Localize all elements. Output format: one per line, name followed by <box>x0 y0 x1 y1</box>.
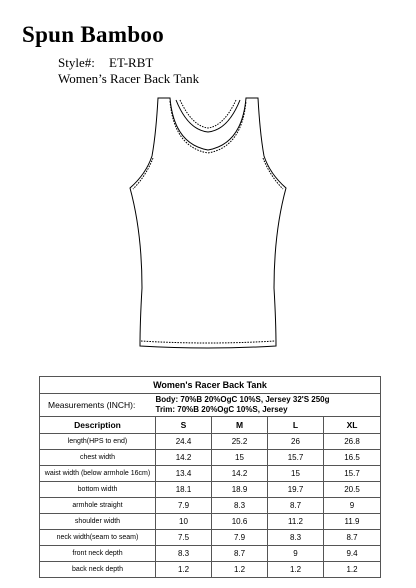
size-value: 8.7 <box>268 498 324 514</box>
table-caption: Women's Racer Back Tank <box>40 377 381 394</box>
size-value: 7.5 <box>156 530 212 546</box>
size-value: 15.7 <box>268 450 324 466</box>
size-value: 1.2 <box>156 562 212 578</box>
style-number <box>58 55 153 71</box>
size-value: 9 <box>324 498 381 514</box>
brand-title: Spun Bamboo <box>22 22 165 47</box>
size-value: 24.4 <box>156 434 212 450</box>
column-header: Description <box>40 417 156 434</box>
size-value: 26 <box>268 434 324 450</box>
size-value: 19.7 <box>268 482 324 498</box>
table-row <box>40 482 381 498</box>
table-row <box>40 562 381 578</box>
size-value: 1.2 <box>212 562 268 578</box>
column-header: M <box>212 417 268 434</box>
row-description: chest width <box>40 450 156 466</box>
size-value: 1.2 <box>324 562 381 578</box>
table-row <box>40 514 381 530</box>
column-header: XL <box>324 417 381 434</box>
size-value: 15 <box>268 466 324 482</box>
measurement-table <box>39 376 381 578</box>
size-value: 14.2 <box>212 466 268 482</box>
size-value: 13.4 <box>156 466 212 482</box>
size-value: 10 <box>156 514 212 530</box>
size-value: 18.9 <box>212 482 268 498</box>
column-header: L <box>268 417 324 434</box>
size-value: 10.6 <box>212 514 268 530</box>
table-row <box>40 530 381 546</box>
row-description: bottom width <box>40 482 156 498</box>
size-value: 15.7 <box>324 466 381 482</box>
row-description: front neck depth <box>40 546 156 562</box>
header-row <box>40 417 381 434</box>
table-row <box>40 450 381 466</box>
size-value: 1.2 <box>268 562 324 578</box>
size-value: 8.3 <box>212 498 268 514</box>
style-code: ET-RBT <box>109 55 154 70</box>
row-description: length(HPS to end) <box>40 434 156 450</box>
size-value: 20.5 <box>324 482 381 498</box>
table-row <box>40 546 381 562</box>
table-row <box>40 466 381 482</box>
size-value: 14.2 <box>156 450 212 466</box>
spec-table-container <box>39 376 380 574</box>
column-header: S <box>156 417 212 434</box>
size-value: 11.2 <box>268 514 324 530</box>
row-description: back neck depth <box>40 562 156 578</box>
body-fabric: Body: 70%B 20%OgC 10%S, Jersey 32'S 250g <box>155 395 330 404</box>
table-row <box>40 434 381 450</box>
size-value: 16.5 <box>324 450 381 466</box>
fabric-composition <box>156 394 381 417</box>
size-value: 7.9 <box>156 498 212 514</box>
size-value: 18.1 <box>156 482 212 498</box>
style-label: Style#: <box>58 55 95 70</box>
size-value: 8.3 <box>268 530 324 546</box>
size-value: 11.9 <box>324 514 381 530</box>
trim-fabric: Trim: 70%B 20%OgC 10%S, Jersey <box>155 405 288 414</box>
tank-top-illustration <box>118 92 298 360</box>
row-description: neck width(seam to seam) <box>40 530 156 546</box>
size-value: 8.7 <box>324 530 381 546</box>
size-value: 15 <box>212 450 268 466</box>
row-description: waist width (below armhole 16cm) <box>40 466 156 482</box>
size-value: 8.3 <box>156 546 212 562</box>
size-value: 26.8 <box>324 434 381 450</box>
size-value: 9 <box>268 546 324 562</box>
size-value: 7.9 <box>212 530 268 546</box>
size-value: 8.7 <box>212 546 268 562</box>
product-name: Women’s Racer Back Tank <box>58 71 200 86</box>
size-value: 25.2 <box>212 434 268 450</box>
row-description: shoulder width <box>40 514 156 530</box>
fabric-label: Measurements (INCH): <box>40 394 156 417</box>
row-description: armhole straight <box>40 498 156 514</box>
size-value: 9.4 <box>324 546 381 562</box>
table-row <box>40 498 381 514</box>
